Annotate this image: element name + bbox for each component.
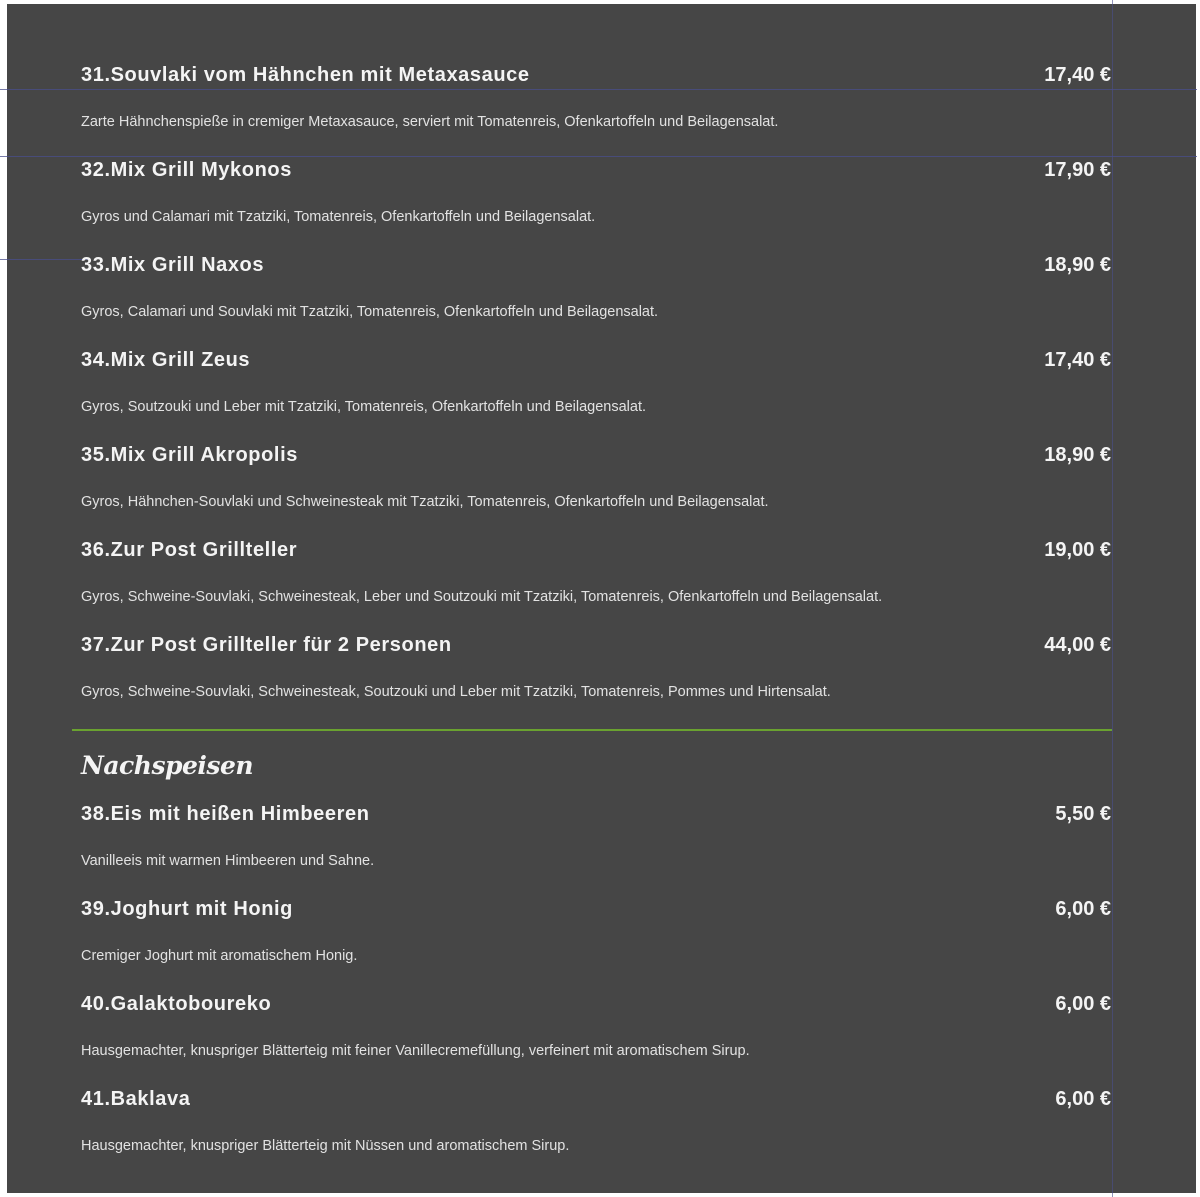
item-title: 39.Joghurt mit Honig (81, 898, 293, 920)
menu-item (81, 254, 1111, 349)
menu-item (81, 898, 1111, 993)
item-description: Vanilleeis mit warmen Himbeeren und Sahne. (81, 853, 375, 869)
item-description: Hausgemachter, knuspriger Blätterteig mit Nüssen und aromatischem Sirup. (81, 1138, 570, 1154)
item-description: Gyros und Calamari mit Tzatziki, Tomatenreis, Ofenkartoffeln und Beilagensalat. (81, 209, 596, 225)
item-title: 41.Baklava (81, 1088, 191, 1110)
item-title: 40.Galaktoboureko (81, 993, 272, 1015)
item-description: Cremiger Joghurt mit aromatischem Honig. (81, 948, 358, 964)
guide-line (0, 259, 90, 260)
item-price: 44,00 € (1044, 634, 1111, 656)
menu-item (81, 159, 1111, 254)
section-divider (72, 729, 1112, 731)
item-title: 33.Mix Grill Naxos (81, 254, 265, 276)
menu-item (81, 64, 1111, 159)
item-price: 6,00 € (1055, 1088, 1111, 1110)
item-price: 17,40 € (1044, 64, 1111, 86)
item-price: 18,90 € (1044, 254, 1111, 276)
item-title: 35.Mix Grill Akropolis (81, 444, 298, 466)
item-price: 6,00 € (1055, 993, 1111, 1015)
guide-line (1112, 0, 1113, 1197)
item-title: 36.Zur Post Grillteller (81, 539, 298, 561)
item-description: Gyros, Soutzouki und Leber mit Tzatziki, Tomatenreis, Ofenkartoffeln und Beilagensalat. (81, 399, 646, 415)
item-price: 19,00 € (1044, 539, 1111, 561)
menu-item (81, 634, 1111, 729)
item-description: Hausgemachter, knuspriger Blätterteig mit feiner Vanillecremefüllung, verfeinert mit aromatischem Sirup. (81, 1043, 750, 1059)
item-description: Gyros, Hähnchen-Souvlaki und Schweinesteak mit Tzatziki, Tomatenreis, Ofenkartoffeln und Beilagensalat. (81, 494, 769, 510)
item-title: 32.Mix Grill Mykonos (81, 159, 292, 181)
item-price: 18,90 € (1044, 444, 1111, 466)
item-description: Zarte Hähnchenspieße in cremiger Metaxasauce, serviert mit Tomatenreis, Ofenkartoffeln und Beilagensalat. (81, 114, 779, 130)
menu-item (81, 993, 1111, 1088)
menu-item (81, 349, 1111, 444)
section-title-desserts: Nachspeisen (81, 751, 254, 780)
item-title: 31.Souvlaki vom Hähnchen mit Metaxasauce (81, 64, 530, 86)
item-description: Gyros, Schweine-Souvlaki, Schweinesteak, Soutzouki und Leber mit Tzatziki, Tomatenreis, Pommes und Hirtensalat. (81, 684, 831, 700)
item-description: Gyros, Calamari und Souvlaki mit Tzatziki, Tomatenreis, Ofenkartoffeln und Beilagensalat. (81, 304, 659, 320)
menu-item (81, 1088, 1111, 1183)
item-price: 17,90 € (1044, 159, 1111, 181)
item-description: Gyros, Schweine-Souvlaki, Schweinesteak, Leber und Soutzouki mit Tzatziki, Tomatenreis, Ofenkartoffeln und Beilagensalat. (81, 589, 883, 605)
item-price: 6,00 € (1055, 898, 1111, 920)
item-price: 5,50 € (1055, 803, 1111, 825)
menu-item (81, 539, 1111, 634)
menu-item (81, 803, 1111, 898)
menu-item (81, 444, 1111, 539)
item-title: 34.Mix Grill Zeus (81, 349, 251, 371)
item-price: 17,40 € (1044, 349, 1111, 371)
item-title: 38.Eis mit heißen Himbeeren (81, 803, 370, 825)
item-title: 37.Zur Post Grillteller für 2 Personen (81, 634, 452, 656)
